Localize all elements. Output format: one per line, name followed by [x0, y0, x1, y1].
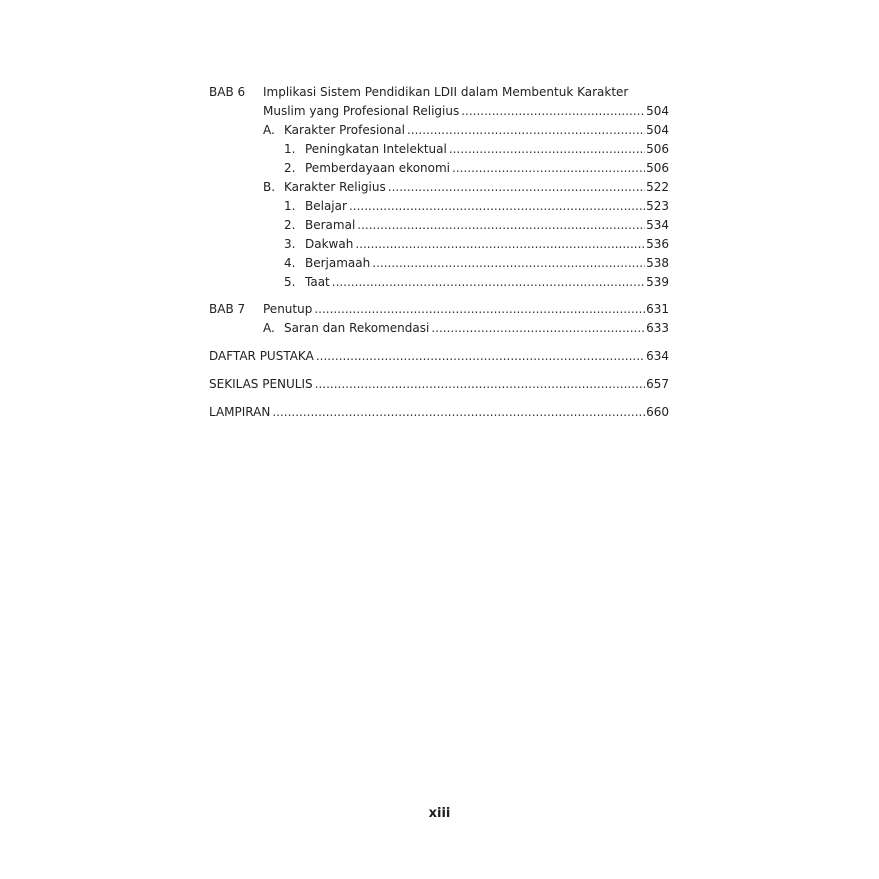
dot-leader — [316, 347, 645, 366]
page-folio-number: xiii — [428, 806, 451, 821]
dot-leader — [314, 300, 645, 319]
back-matter-title: SEKILAS PENULIS — [209, 375, 315, 394]
dot-leader — [332, 273, 645, 292]
toc-item-row — [209, 216, 669, 235]
page-number: 534 — [645, 216, 669, 235]
dot-leader — [272, 403, 645, 422]
toc-item-row — [209, 140, 669, 159]
chapter-title-line2: Muslim yang Profesional Religius — [263, 102, 461, 121]
page-number: 660 — [645, 403, 669, 422]
dot-leader — [315, 375, 645, 394]
section-title: Karakter Religius — [284, 178, 388, 197]
dot-leader — [388, 178, 645, 197]
page-number: 633 — [645, 319, 669, 338]
page-number: 504 — [645, 121, 669, 140]
dot-leader — [357, 216, 645, 235]
toc-chapter-6-heading — [209, 83, 669, 102]
dot-leader — [355, 235, 645, 254]
back-matter-title: DAFTAR PUSTAKA — [209, 347, 316, 366]
toc-back-matter-row — [209, 347, 669, 366]
item-title: Pemberdayaan ekonomi — [305, 159, 452, 178]
page-number: 522 — [645, 178, 669, 197]
page-number: 506 — [645, 159, 669, 178]
item-marker: 5. — [284, 275, 296, 289]
spacer — [209, 394, 669, 403]
item-title: Belajar — [305, 197, 349, 216]
dot-leader — [461, 102, 645, 121]
page-number: 631 — [645, 300, 669, 319]
section-title: Saran dan Rekomendasi — [284, 319, 431, 338]
spacer — [209, 338, 669, 347]
page-number: 539 — [645, 273, 669, 292]
section-title: Karakter Profesional — [284, 121, 407, 140]
item-marker: 4. — [284, 256, 296, 270]
section-marker: A. — [263, 321, 275, 335]
table-of-contents — [209, 83, 669, 422]
dot-leader — [372, 254, 645, 273]
item-title: Peningkatan Intelektual — [305, 140, 449, 159]
spacer — [209, 292, 669, 300]
toc-item-row — [209, 254, 669, 273]
item-marker: 2. — [284, 218, 296, 232]
toc-section-row — [209, 319, 669, 338]
toc-item-row — [209, 159, 669, 178]
page-number: 523 — [645, 197, 669, 216]
toc-item-row — [209, 197, 669, 216]
item-title: Taat — [305, 273, 332, 292]
dot-leader — [449, 140, 645, 159]
chapter-title-line1: Implikasi Sistem Pendidikan LDII dalam Membentuk Karakter — [263, 85, 629, 99]
toc-section-row — [209, 121, 669, 140]
back-matter-title: LAMPIRAN — [209, 403, 272, 422]
item-title: Dakwah — [305, 235, 355, 254]
toc-back-matter-row — [209, 403, 669, 422]
dot-leader — [452, 159, 645, 178]
page-number: 634 — [645, 347, 669, 366]
toc-chapter-6-heading-cont — [209, 102, 669, 121]
item-marker: 3. — [284, 237, 296, 251]
page-number: 657 — [645, 375, 669, 394]
chapter-title: Penutup — [263, 300, 314, 319]
item-marker: 2. — [284, 161, 296, 175]
toc-item-row — [209, 235, 669, 254]
page-number: 536 — [645, 235, 669, 254]
item-marker: 1. — [284, 142, 296, 156]
toc-back-matter-row — [209, 375, 669, 394]
chapter-label: BAB 7 — [209, 302, 246, 316]
section-marker: B. — [263, 180, 276, 194]
toc-item-row — [209, 273, 669, 292]
page-number: 538 — [645, 254, 669, 273]
spacer — [209, 366, 669, 375]
dot-leader — [431, 319, 645, 338]
page-number: 506 — [645, 140, 669, 159]
item-title: Beramal — [305, 216, 357, 235]
section-marker: A. — [263, 123, 275, 137]
toc-chapter-7-heading — [209, 300, 669, 319]
item-marker: 1. — [284, 199, 296, 213]
item-title: Berjamaah — [305, 254, 372, 273]
toc-section-row — [209, 178, 669, 197]
dot-leader — [407, 121, 645, 140]
chapter-label: BAB 6 — [209, 85, 246, 99]
dot-leader — [349, 197, 645, 216]
page-number: 504 — [645, 102, 669, 121]
